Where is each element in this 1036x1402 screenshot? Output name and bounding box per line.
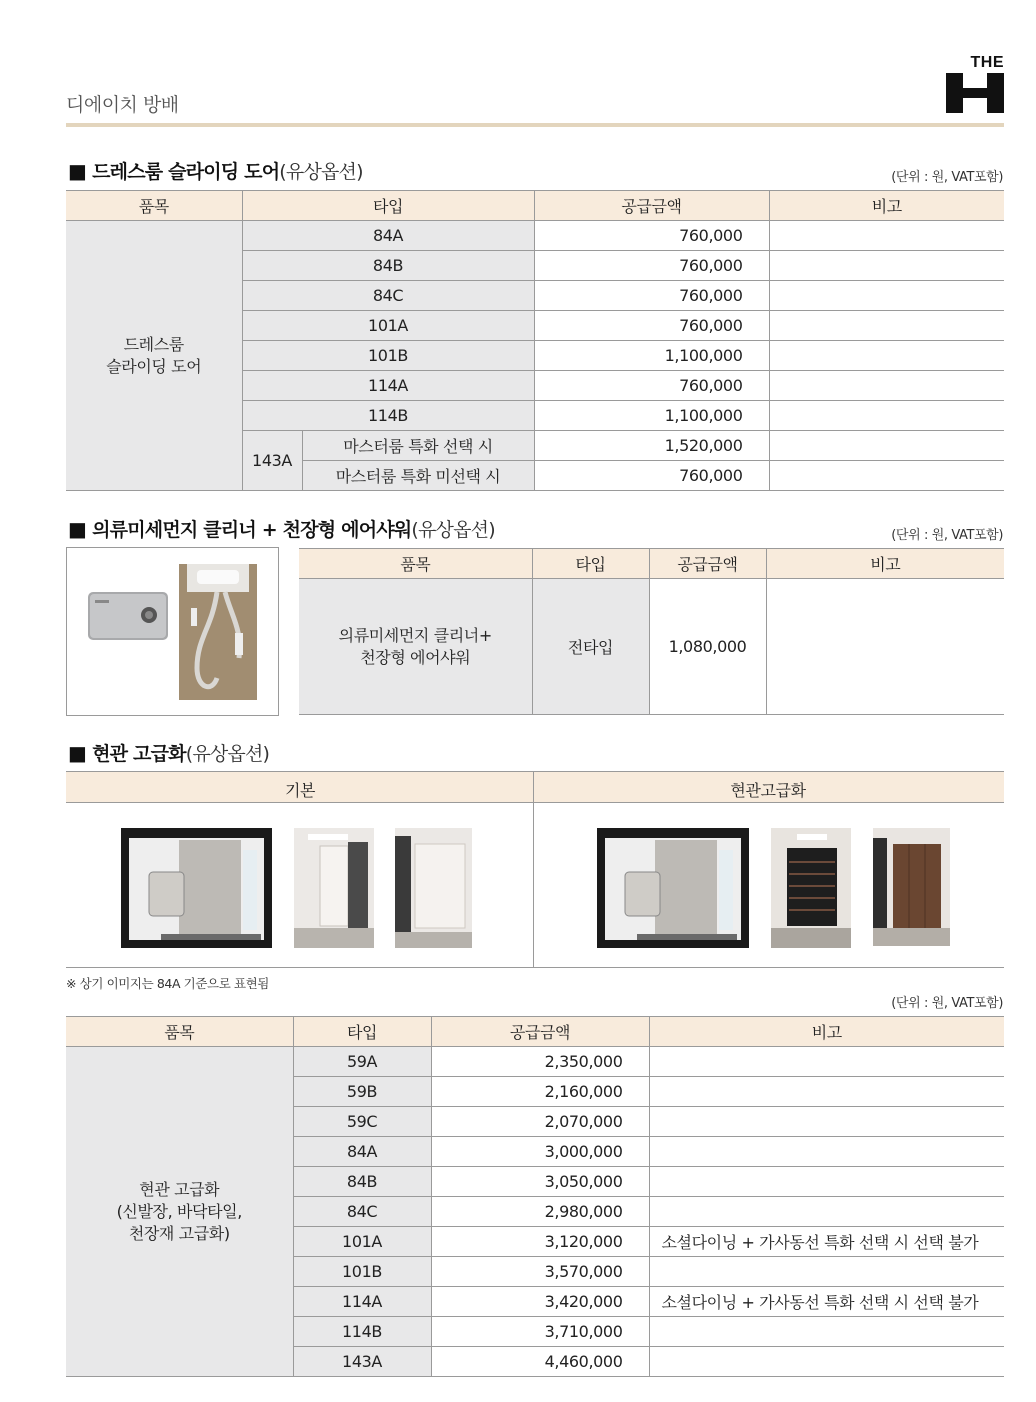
note-cell [769,311,1004,341]
price-cell: 1,520,000 [534,431,769,461]
unit-label: (단위 : 원, VAT포함) [891,528,1003,543]
note-cell [649,1257,1004,1287]
type-cell: 114B [242,401,534,431]
type-cell: 59A [293,1047,431,1077]
col-header-note: 비고 [649,1017,1004,1047]
basic-render-1-image [294,828,374,948]
price-cell: 3,570,000 [431,1257,649,1287]
note-cell [769,281,1004,311]
item-cell: 드레스룸 슬라이딩 도어 [66,221,242,491]
type-cell: 114A [293,1287,431,1317]
upgrade-floorplan-image [597,828,749,948]
price-cell: 760,000 [534,251,769,281]
section-title-entrance: ■ 현관 고급화(유상옵션) [68,741,270,765]
type-cell: 59C [293,1107,431,1137]
type-cell: 전타입 [532,579,649,715]
compare-divider [533,771,534,968]
type-cell: 101A [293,1227,431,1257]
item-cell: 현관 고급화 (신발장, 바닥타일, 천장재 고급화) [66,1047,293,1377]
col-header-item: 품목 [299,549,532,579]
type-cell: 84A [293,1137,431,1167]
price-cell: 1,100,000 [534,401,769,431]
type-cell: 101B [242,341,534,371]
col-header-item: 품목 [66,191,242,221]
price-cell: 2,350,000 [431,1047,649,1077]
price-cell: 3,120,000 [431,1227,649,1257]
price-cell: 2,980,000 [431,1197,649,1227]
upgrade-label: 현관고급화 [730,781,806,800]
type-cell: 84A [242,221,534,251]
note-cell [769,341,1004,371]
note-cell [769,401,1004,431]
price-cell: 4,460,000 [431,1347,649,1377]
compare-bottom-rule [66,967,1004,968]
dress-room-table [66,190,1004,491]
col-header-price: 공급금액 [534,191,769,221]
basic-render-2-image [395,828,472,948]
note-cell [649,1197,1004,1227]
price-cell: 3,000,000 [431,1137,649,1167]
brand-name: 디에이치 방배 [66,94,179,116]
basic-label: 기본 [284,781,316,800]
price-cell: 760,000 [534,221,769,251]
basic-floorplan-image [121,828,272,948]
note-cell [769,461,1004,491]
col-header-type: 타입 [532,549,649,579]
group-type-cell: 143A [242,431,302,491]
upgrade-render-2-image [873,828,950,946]
note-cell [649,1167,1004,1197]
price-cell: 760,000 [534,281,769,311]
note-cell [766,579,1004,715]
col-header-note: 비고 [766,549,1004,579]
price-cell: 760,000 [534,311,769,341]
note-cell [649,1077,1004,1107]
upgrade-render-1-image [771,828,851,948]
type-cell: 143A [293,1347,431,1377]
unit-label: (단위 : 원, VAT포함) [891,170,1003,185]
item-cell: 의류미세먼지 클리너+ 천장형 에어샤워 [299,579,532,715]
note-cell [649,1317,1004,1347]
note-cell [769,431,1004,461]
cleaner-device-icon [67,548,278,715]
cleaner-table [299,548,1004,715]
col-header-price: 공급금액 [431,1017,649,1047]
note-cell [769,251,1004,281]
price-cell: 2,160,000 [431,1077,649,1107]
price-cell: 3,420,000 [431,1287,649,1317]
section-title-cleaner: ■ 의류미세먼지 클리너 + 천장형 에어샤워(유상옵션) [68,517,495,541]
note-cell: 소셜다이닝 + 가사동선 특화 선택 시 선택 불가 [649,1287,1004,1317]
price-cell: 1,100,000 [534,341,769,371]
cleaner-product-image [66,547,279,716]
note-cell [649,1347,1004,1377]
price-cell: 760,000 [534,461,769,491]
col-header-price: 공급금액 [649,549,766,579]
type-cell: 84C [293,1197,431,1227]
type-cell: 101B [293,1257,431,1287]
col-header-type: 타입 [293,1017,431,1047]
price-cell: 3,050,000 [431,1167,649,1197]
section-title-dress-room: ■ 드레스룸 슬라이딩 도어(유상옵션) [68,159,363,183]
type-cell: 59B [293,1077,431,1107]
type-cell: 114A [242,371,534,401]
price-cell: 760,000 [534,371,769,401]
note-cell [649,1047,1004,1077]
type-cell: 101A [242,311,534,341]
note-cell [649,1137,1004,1167]
entrance-compare-header [66,771,1004,803]
unit-label: (단위 : 원, VAT포함) [891,996,1003,1011]
logo-text: THE [970,54,1004,71]
price-cell: 1,080,000 [649,579,766,715]
note-cell [769,371,1004,401]
header-rule [66,123,1004,127]
subtype-cell: 마스터룸 특화 선택 시 [302,431,534,461]
the-h-logo [946,55,1004,115]
entrance-table [66,1016,1004,1377]
h-logo-icon [946,71,1004,115]
col-header-note: 비고 [769,191,1004,221]
price-cell: 2,070,000 [431,1107,649,1137]
col-header-item: 품목 [66,1017,293,1047]
note-cell [769,221,1004,251]
subtype-cell: 마스터룸 특화 미선택 시 [302,461,534,491]
image-footnote: ※ 상기 이미지는 84A 기준으로 표현됨 [66,976,269,991]
type-cell: 84C [242,281,534,311]
col-header-type: 타입 [242,191,534,221]
type-cell: 114B [293,1317,431,1347]
note-cell: 소셜다이닝 + 가사동선 특화 선택 시 선택 불가 [649,1227,1004,1257]
type-cell: 84B [293,1167,431,1197]
price-cell: 3,710,000 [431,1317,649,1347]
note-cell [649,1107,1004,1137]
type-cell: 84B [242,251,534,281]
